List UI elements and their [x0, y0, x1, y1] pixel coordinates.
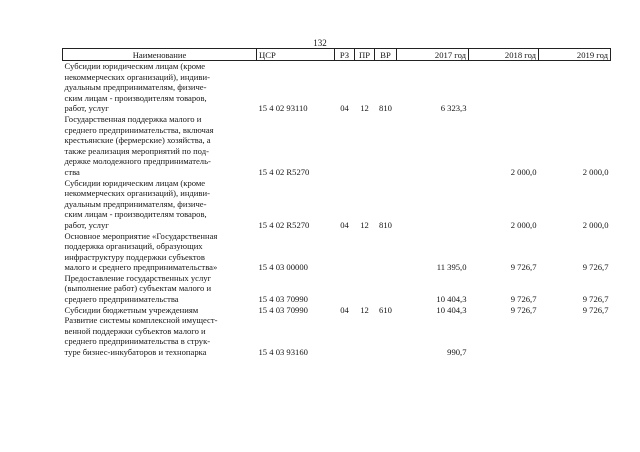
- column-header-pr: ПР: [355, 49, 375, 61]
- page-number: 132: [313, 38, 327, 48]
- table-row: [63, 61, 611, 114]
- row-2017: [397, 114, 469, 178]
- row-rz: [335, 114, 355, 178]
- budget-table: [62, 48, 611, 358]
- row-csr: 15 4 03 00000: [258, 262, 308, 273]
- row-name-line: Субсидии юридическим лицам (кроме: [64, 61, 206, 71]
- row-name: [63, 114, 257, 178]
- row-vr: [375, 315, 397, 357]
- row-csr: 15 4 02 93110: [258, 103, 308, 114]
- row-vr: [375, 273, 397, 305]
- row-vr: [375, 114, 397, 178]
- row-csr: 15 4 02 R5270: [258, 219, 310, 230]
- table-row: [63, 114, 611, 178]
- row-name-line: Субсидии бюджетным учреждениям: [64, 304, 199, 315]
- row-name-line: Основное мероприятие «Государственная: [64, 230, 218, 241]
- row-name: [63, 178, 257, 231]
- row-name-line: также реализация мероприятий по под-: [64, 145, 209, 156]
- table-row: [63, 305, 611, 316]
- row-rz: 04: [340, 219, 349, 230]
- table-row: [63, 178, 611, 231]
- row-name-line: (выполнение работ) субъектам малого и: [64, 283, 212, 294]
- row-2019: 9 726,7: [582, 262, 609, 273]
- column-header-2018: 2018 год: [469, 49, 539, 61]
- table-row: [63, 273, 611, 305]
- column-header-name: Наименование: [63, 49, 257, 61]
- row-name: [63, 61, 257, 114]
- row-2017: 990,7: [447, 347, 467, 358]
- column-header-rz: РЗ: [335, 49, 355, 61]
- row-2018: [469, 61, 539, 114]
- row-name-line: держке молодежного предприниматель-: [64, 156, 211, 167]
- row-name-line: Субсидии юридическим лицам (кроме: [64, 177, 206, 188]
- column-header-vr: ВР: [375, 49, 397, 61]
- row-pr: 12: [360, 103, 369, 114]
- row-rz: 04: [340, 304, 349, 315]
- row-name-line: Развитие системы комплексной имущест-: [64, 315, 218, 326]
- row-name-line: поддержка организаций, образующих: [64, 241, 203, 252]
- row-2018: 9 726,7: [510, 304, 537, 315]
- row-rz: [335, 231, 355, 273]
- row-2018: [469, 315, 539, 357]
- row-name-line: дуальным предпринимателям, физиче-: [64, 82, 207, 93]
- row-name-line: работ, услуг: [64, 219, 109, 230]
- row-name-line: инфраструктуру поддержки субъектов: [64, 251, 205, 262]
- row-csr: 15 4 03 70990: [258, 294, 308, 305]
- column-header-2017: 2017 год: [397, 49, 469, 61]
- row-name-line: среднего предпринимательства: [64, 294, 179, 305]
- row-name-line: малого и среднего предпринимательства»: [64, 262, 218, 273]
- row-2019: 2 000,0: [582, 166, 609, 177]
- table-row: [63, 315, 611, 357]
- row-name: [63, 305, 257, 316]
- row-vr: [375, 231, 397, 273]
- row-name-line: ства: [64, 166, 80, 177]
- row-2019: [539, 61, 611, 114]
- row-name-line: Государственная поддержка малого и: [64, 113, 202, 124]
- row-name-line: некоммерческих организаций), индиви-: [64, 188, 210, 199]
- row-2019: 2 000,0: [582, 219, 609, 230]
- row-csr: 15 4 02 R5270: [258, 166, 310, 177]
- row-pr: [355, 114, 375, 178]
- row-name-line: венной поддержки субъектов малого и: [64, 325, 206, 336]
- row-name-line: туре бизнес-инкубаторов и технопарка: [64, 347, 207, 358]
- row-2018: 2 000,0: [510, 219, 537, 230]
- row-pr: [355, 231, 375, 273]
- row-2017: 11 395,0: [436, 262, 467, 273]
- row-csr: 15 4 03 93160: [258, 347, 308, 358]
- row-2018: 9 726,7: [510, 294, 537, 305]
- row-2019: [539, 315, 611, 357]
- row-name-line: ским лицам - производителям товаров,: [64, 92, 207, 103]
- row-2017: 10 404,3: [436, 304, 467, 315]
- row-pr: 12: [360, 304, 369, 315]
- row-2017: 10 404,3: [436, 294, 467, 305]
- row-name-line: дуальным предпринимателям, физиче-: [64, 198, 207, 209]
- row-name-line: Предоставление государственных услуг: [64, 272, 212, 283]
- row-2017: 6 323,3: [440, 103, 467, 114]
- row-vr: 610: [379, 304, 392, 315]
- row-name-line: среднего предпринимательства, включая: [64, 124, 214, 135]
- row-pr: [355, 273, 375, 305]
- row-2019: 9 726,7: [582, 304, 609, 315]
- row-rz: 04: [340, 103, 349, 114]
- row-pr: 12: [360, 219, 369, 230]
- row-2019: 9 726,7: [582, 294, 609, 305]
- row-2018: 2 000,0: [510, 166, 537, 177]
- row-2017: [397, 178, 469, 231]
- row-pr: [355, 315, 375, 357]
- row-name-line: крестьянские (фермерские) хозяйства, а: [64, 135, 211, 146]
- table-header-row: [63, 49, 611, 61]
- row-2018: 9 726,7: [510, 262, 537, 273]
- row-rz: [335, 315, 355, 357]
- row-name-line: работ, услуг: [64, 103, 109, 114]
- row-csr: 15 4 03 70990: [258, 304, 308, 315]
- row-name-line: некоммерческих организаций), индиви-: [64, 71, 210, 82]
- column-header-csr: ЦСР: [257, 49, 335, 61]
- row-vr: 810: [379, 219, 392, 230]
- row-rz: [335, 273, 355, 305]
- row-name: [63, 273, 257, 305]
- row-name-line: среднего предпринимательства в струк-: [64, 336, 211, 347]
- row-vr: 810: [379, 103, 392, 114]
- row-name: [63, 231, 257, 273]
- row-name-line: ским лицам - производителям товаров,: [64, 209, 207, 220]
- table-row: [63, 231, 611, 273]
- table-body: [63, 61, 611, 358]
- column-header-2019: 2019 год: [539, 49, 611, 61]
- row-name: [63, 315, 257, 357]
